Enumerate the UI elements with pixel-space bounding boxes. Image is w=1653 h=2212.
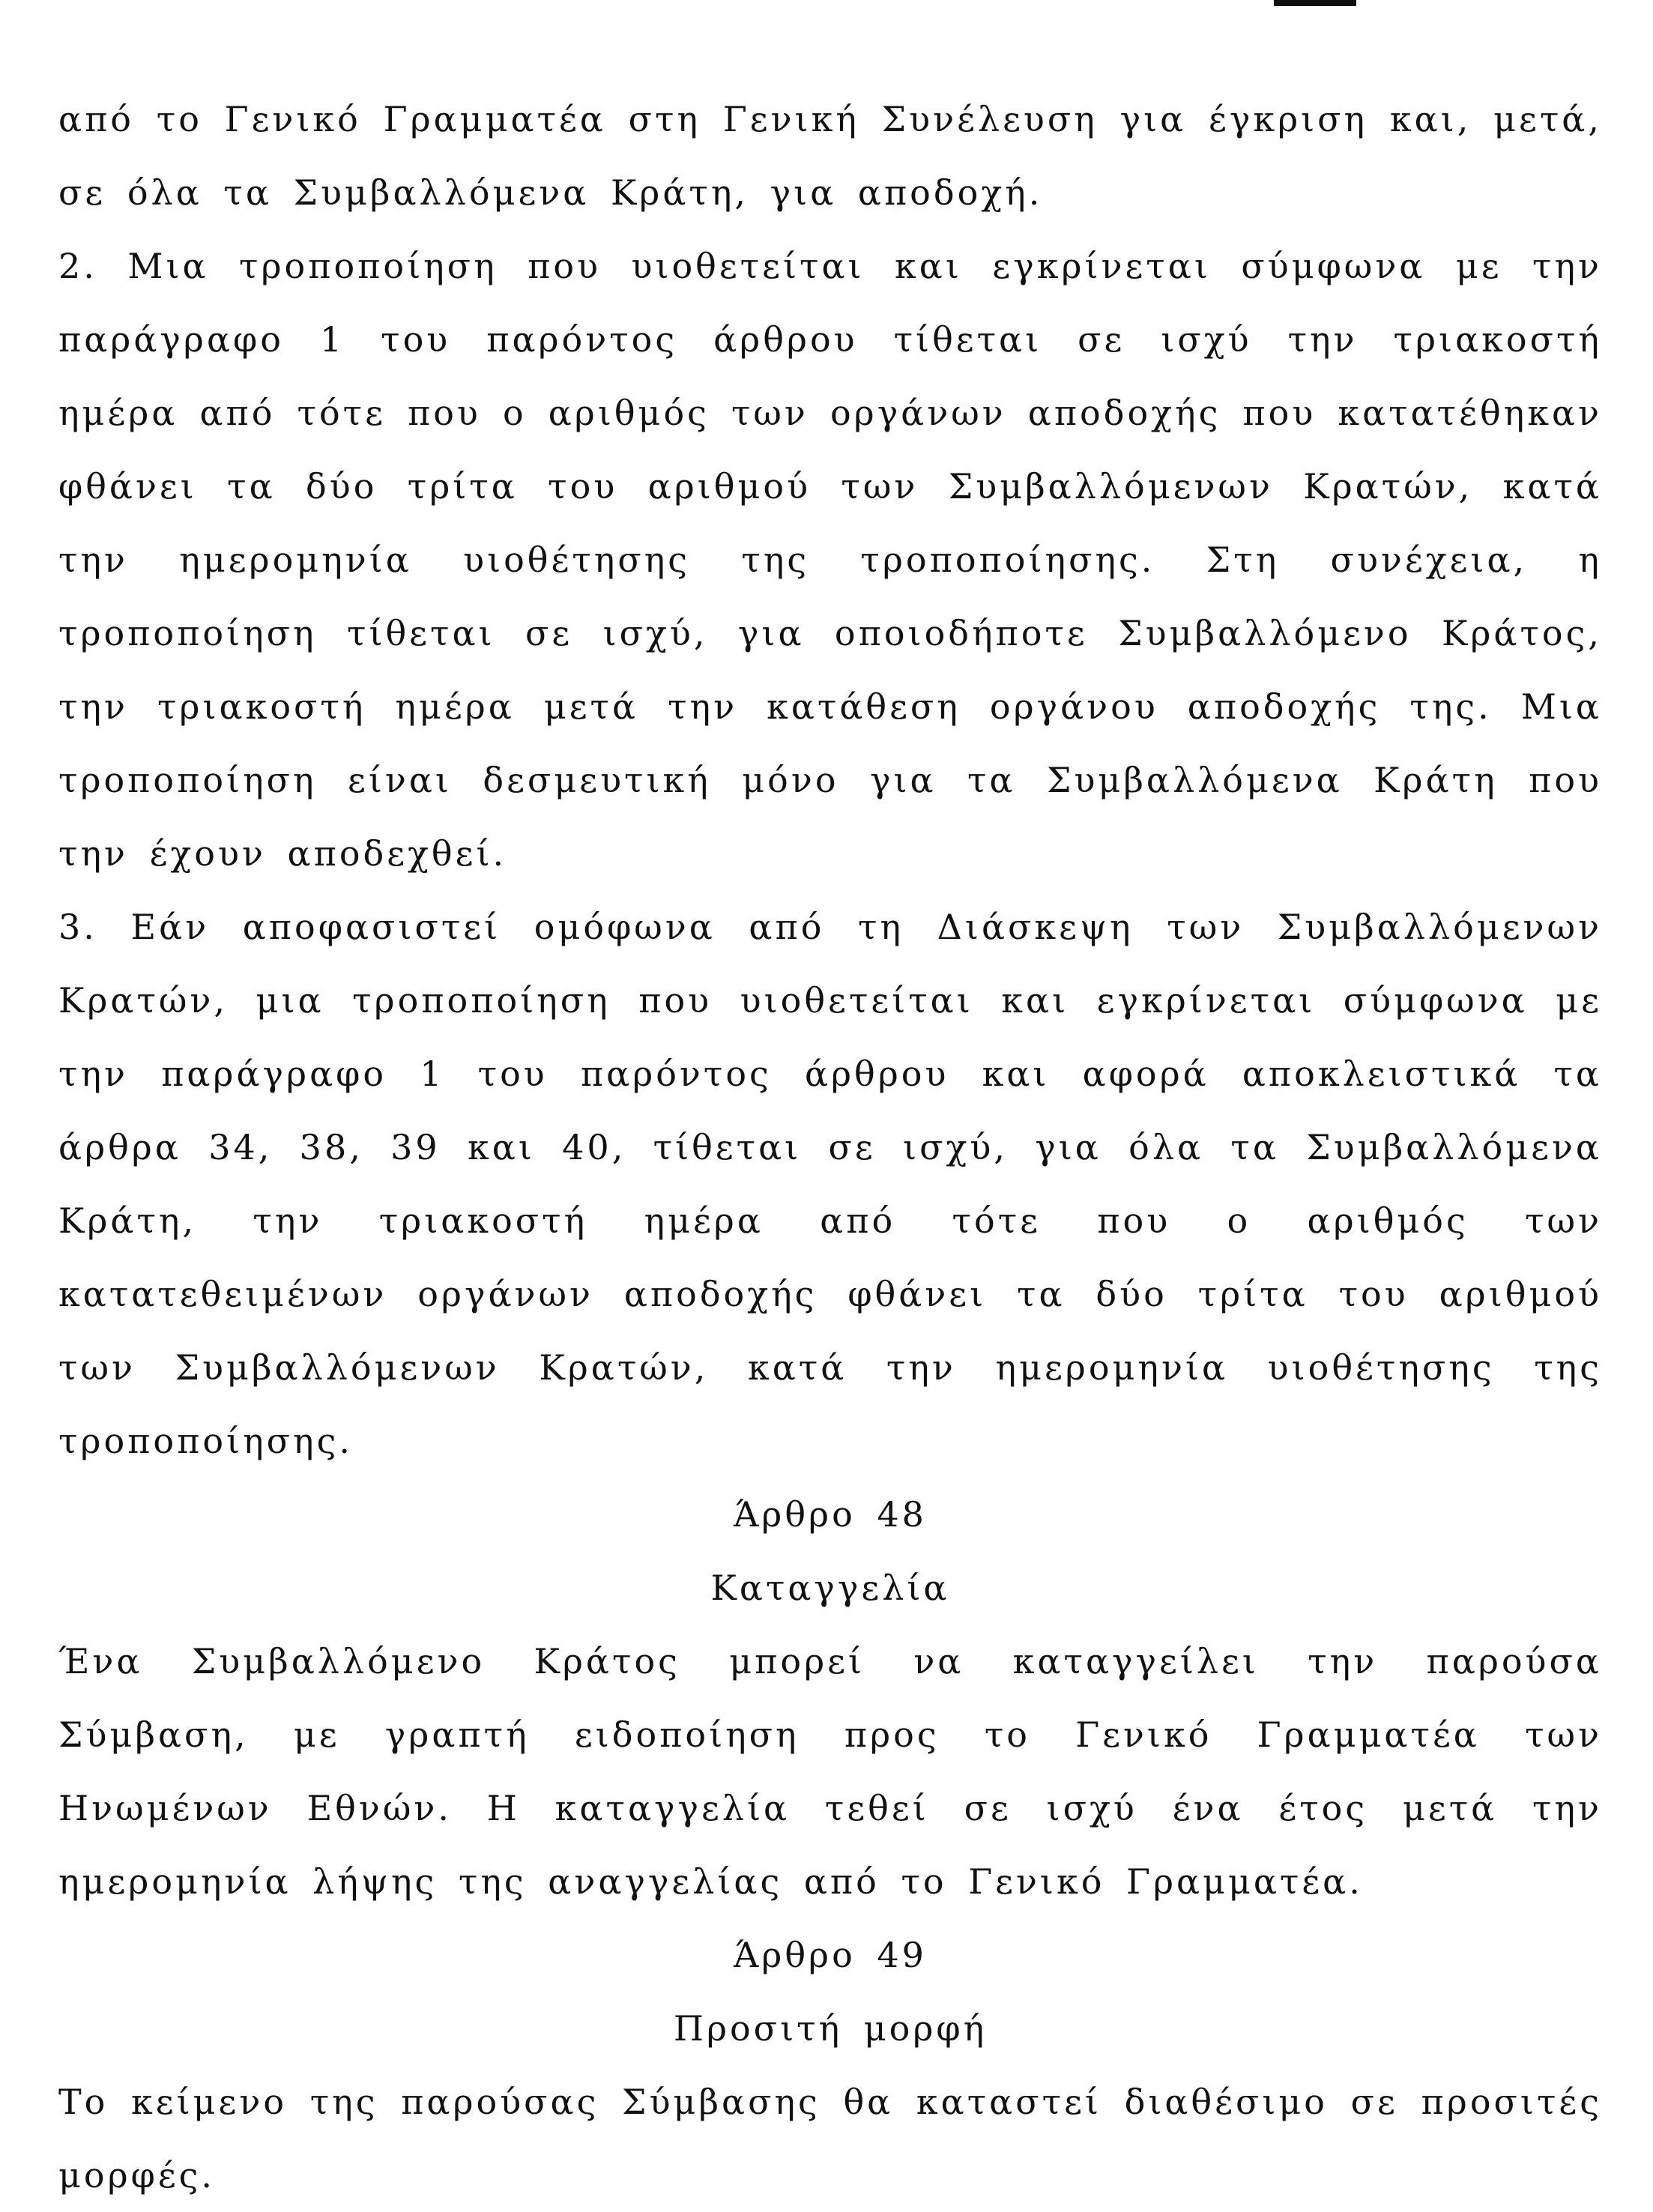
article-48-text: Ένα Συμβαλλόμενο Κράτος μπορεί να καταγγείλει την παρούσα Σύμβαση, με γραπτή ειδοποίηση προς το Γενικό Γραμματέα των Ηνωμένων Εθνών. Η καταγγελία τεθεί σε ισχύ ένα έτος μετά την ημερομηνία λήψης της αναγγελίας από το Γενικό Γραμματέα. [58,1641,1602,1902]
paragraph-2: 2. Μια τροποποίηση που υιοθετείται και εγκρίνεται σύμφωνα με την παράγραφο 1 του παρόντος άρθρου τίθεται σε ισχύ την τριακοστή ημέρα από τότε που ο αριθμός των οργάνων αποδοχής που κατατέθηκαν φθάνει τα δύο τρίτα του αριθμού των Συμβαλλόμενων Κρατών, κατά την ημερομηνία υιοθέτησης της τροποποίησης. Στη συνέχεια, η τροποποίηση τίθεται σε ισχύ, για οποιοδήποτε Συμβαλλόμενο Κράτος, την τριακοστή ημέρα μετά την κατάθεση οργάνου αποδοχής της. Μια τροποποίηση είναι δεσμευτική μόνο για τα Συμβαλλόμενα Κράτη που την έχουν αποδεχθεί. [58,246,1602,874]
paragraph-3: 3. Εάν αποφασιστεί ομόφωνα από τη Διάσκεψη των Συμβαλλόμενων Κρατών, μια τροποποίηση που υιοθετείται και εγκρίνεται σύμφωνα με την παράγραφο 1 του παρόντος άρθρου και αφορά αποκλειστικά τα άρθρα 34, 38, 39 και 40, τίθεται σε ισχύ, για όλα τα Συμβαλλόμενα Κράτη, την τριακοστή ημέρα από τότε που ο αριθμός των κατατεθειμένων οργάνων αποδοχής φθάνει τα δύο τρίτα του αριθμού των Συμβαλλόμενων Κρατών, κατά την ημερομηνία υιοθέτησης της τροποποίησης. [58,907,1602,1461]
article-49-text: Το κείμενο της παρούσας Σύμβασης θα καταστεί διαθέσιμο σε προσιτές μορφές. [58,2082,1602,2196]
scan-mark [1274,0,1356,6]
article-48-number: Άρθρο 48 [734,1494,927,1535]
article-49-number: Άρθρο 49 [734,1935,927,1975]
document-body [58,82,1602,2212]
paragraph-continuation: από το Γενικό Γραμματέα στη Γενική Συνέλευση για έγκριση και, μετά, σε όλα τα Συμβαλλόμενα Κράτη, για αποδοχή. [58,99,1602,213]
article-48-title: Καταγγελία [710,1568,950,1608]
article-49-title: Προσιτή μορφή [673,2008,988,2049]
